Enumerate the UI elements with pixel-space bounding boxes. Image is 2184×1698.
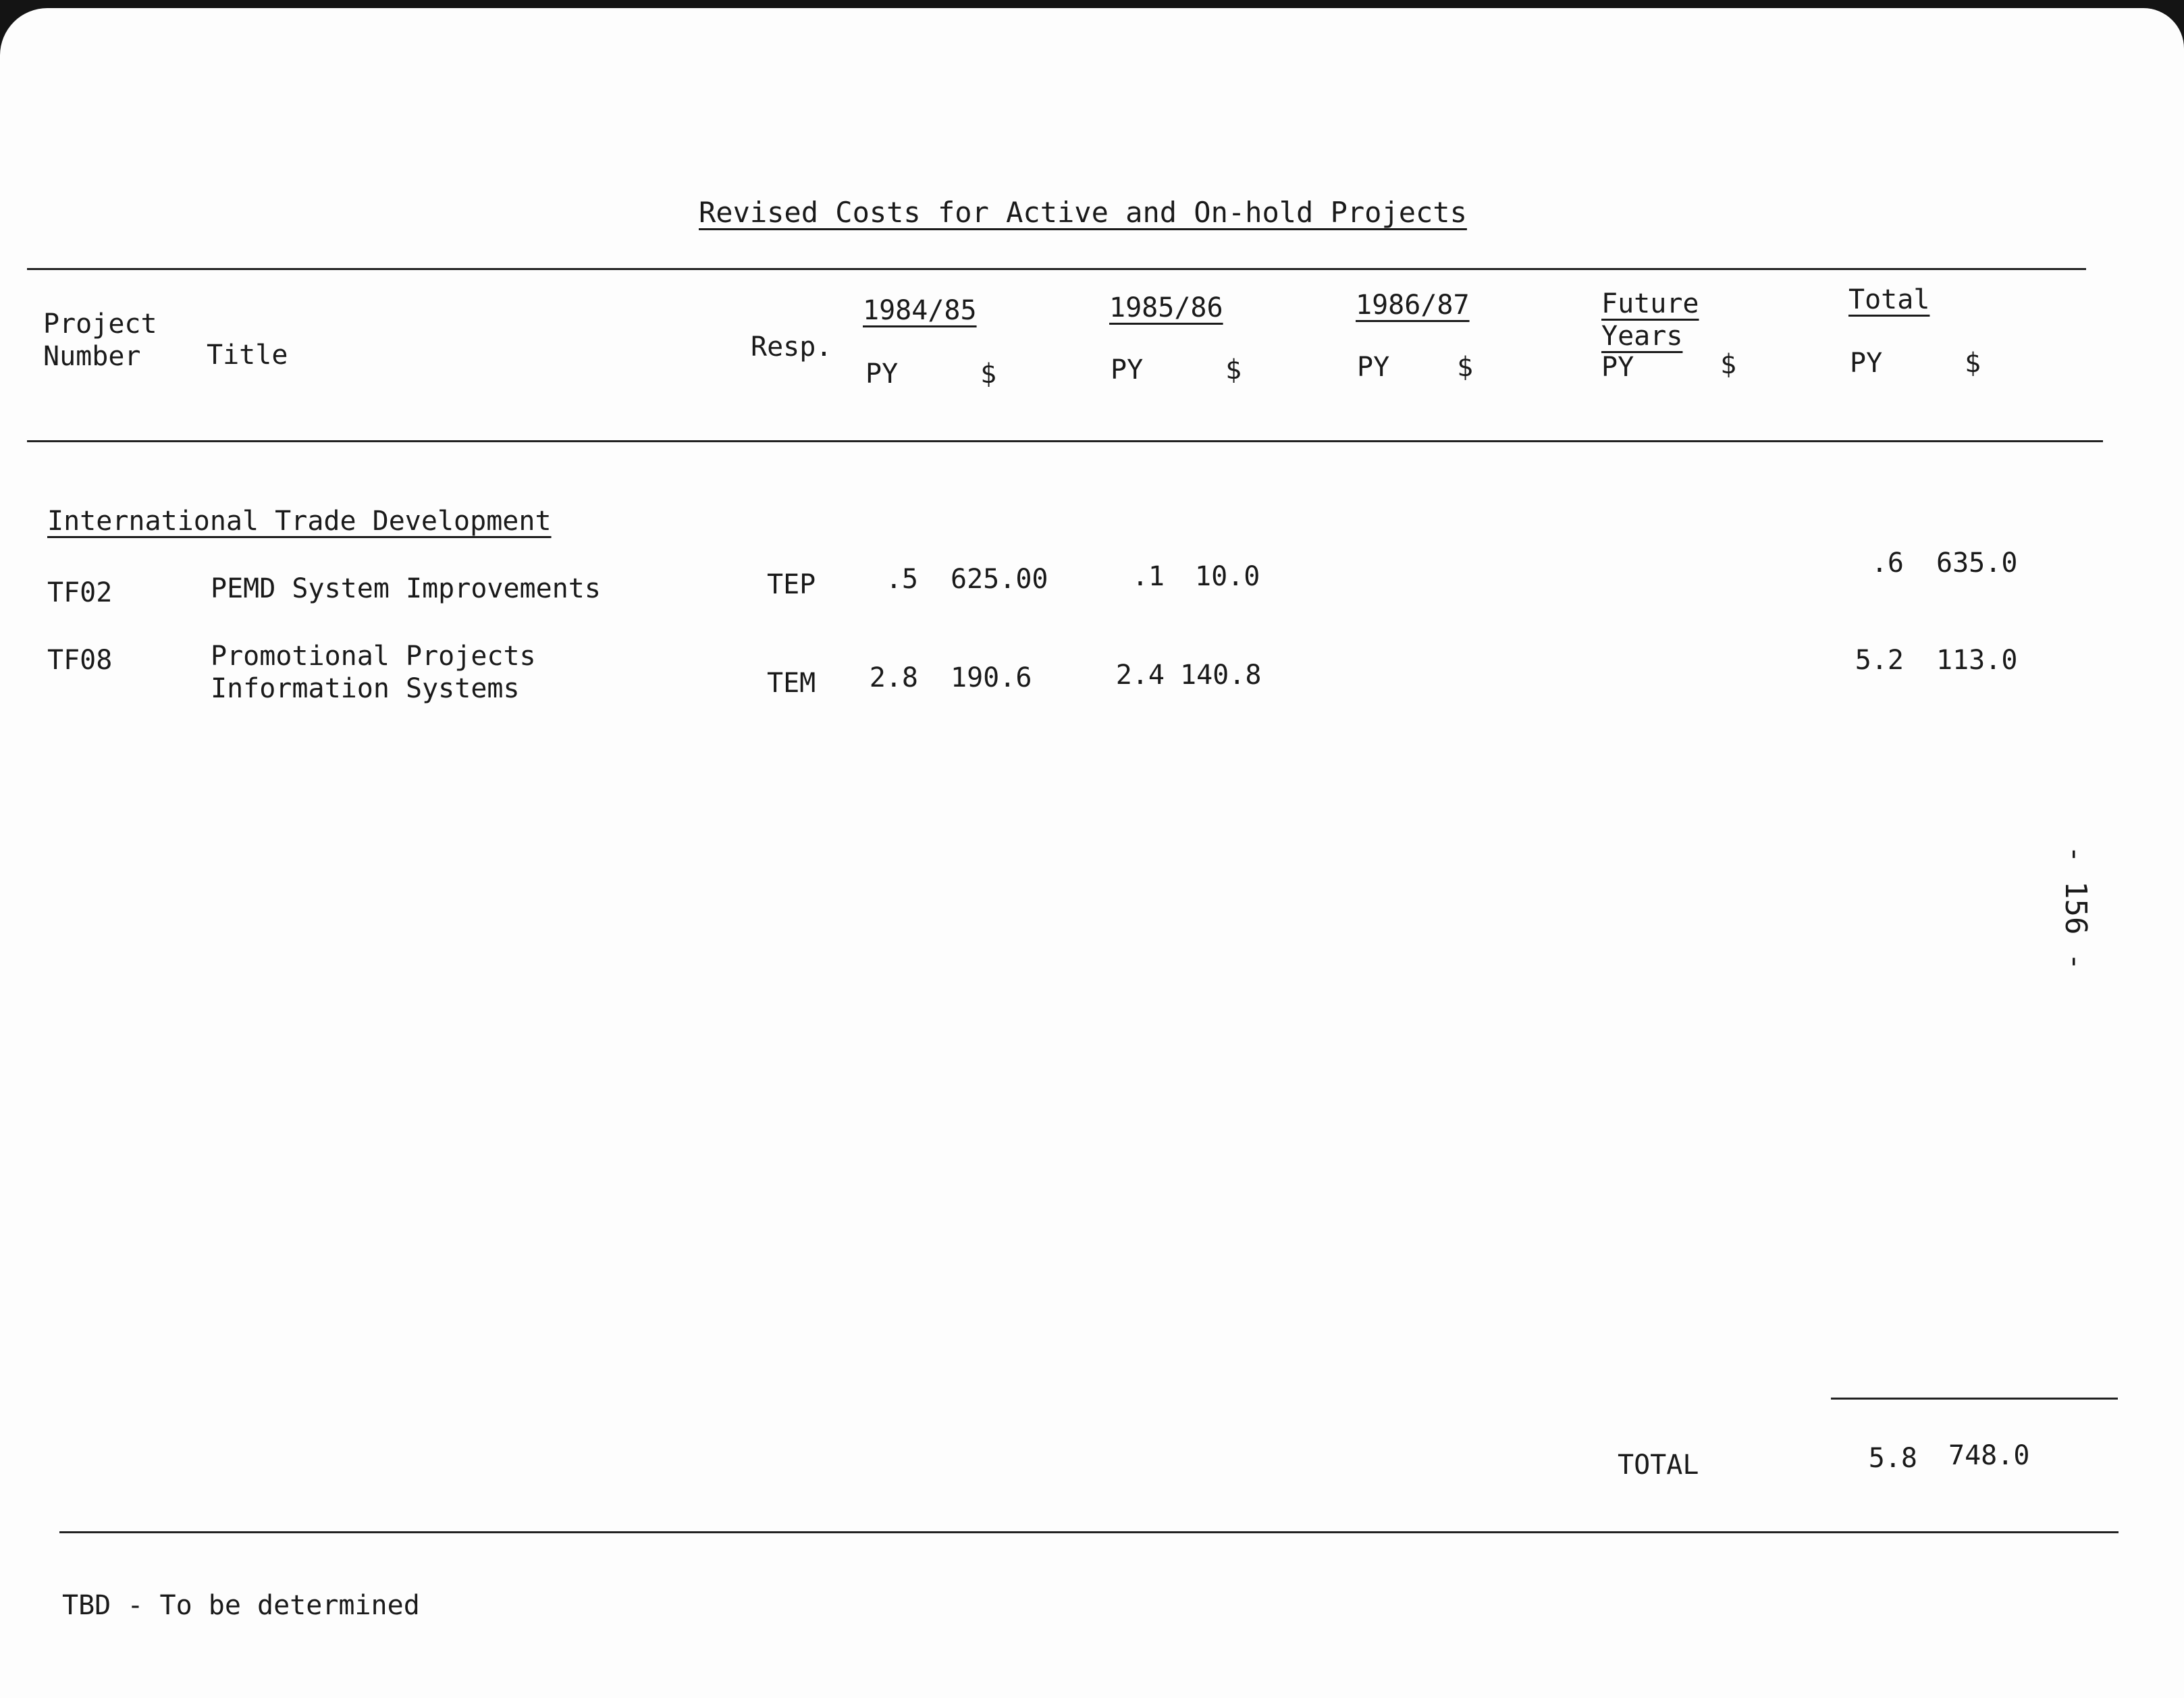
row-py-1984: 2.8 (869, 662, 918, 693)
row-py-1985: 2.4 (1115, 660, 1165, 691)
header-dollar-1986: $ (1457, 352, 1474, 383)
row-dollar-1985: 140.8 (1180, 660, 1262, 691)
header-number: Number (43, 341, 141, 372)
row-dollar-1985: 10.0 (1195, 561, 1260, 592)
header-py-1984: PY (865, 359, 899, 390)
header-year-1984: 1984/85 (863, 295, 977, 326)
row-title-line2: Information Systems (211, 673, 520, 704)
total-rule (1831, 1398, 2118, 1400)
row-py-1984: .5 (885, 564, 918, 595)
header-py-1986: PY (1357, 352, 1390, 383)
row-number: TF08 (47, 645, 113, 676)
header-resp: Resp. (751, 331, 832, 363)
row-dollar-total: 635.0 (1936, 548, 2018, 579)
footer-rule (59, 1531, 2119, 1533)
header-project: Project (43, 309, 157, 340)
section-heading: International Trade Development (47, 506, 552, 537)
page-number: - 156 - (2058, 845, 2093, 971)
row-py-total: 5.2 (1855, 645, 1904, 676)
total-label: TOTAL (1618, 1450, 1699, 1481)
header-bottom-rule (27, 440, 2103, 442)
header-py-1985: PY (1111, 354, 1144, 386)
row-resp: TEM (767, 668, 816, 699)
row-dollar-1984: 190.6 (951, 662, 1032, 693)
header-dollar-total: $ (1965, 348, 1981, 379)
row-py-total: .6 (1871, 548, 1904, 579)
row-title: PEMD System Improvements (211, 573, 601, 604)
header-future: Future (1601, 288, 1699, 319)
row-resp: TEP (767, 569, 816, 600)
footnote: TBD - To be determined (62, 1590, 420, 1621)
total-py: 5.8 (1868, 1443, 1917, 1474)
row-title: Promotional Projects (211, 641, 536, 672)
header-py-total: PY (1850, 348, 1883, 379)
header-years: Years (1601, 321, 1683, 352)
header-dollar-future: $ (1720, 349, 1737, 380)
header-py-future: PY (1601, 352, 1634, 383)
total-dollar: 748.0 (1948, 1440, 2030, 1471)
header-dollar-1984: $ (980, 359, 997, 390)
row-dollar-total: 113.0 (1936, 645, 2018, 676)
header-year-1985: 1985/86 (1109, 292, 1223, 323)
row-py-1985: .1 (1131, 561, 1165, 592)
page-title: Revised Costs for Active and On-hold Projects (699, 196, 1467, 229)
header-top-rule (27, 268, 2086, 270)
row-number: TF02 (47, 577, 113, 608)
row-dollar-1984: 625.00 (951, 564, 1048, 595)
header-year-1986: 1986/87 (1356, 290, 1470, 321)
header-title: Title (207, 340, 288, 371)
header-total: Total (1848, 284, 1930, 315)
document-page (0, 8, 2184, 1698)
header-dollar-1985: $ (1225, 354, 1242, 386)
